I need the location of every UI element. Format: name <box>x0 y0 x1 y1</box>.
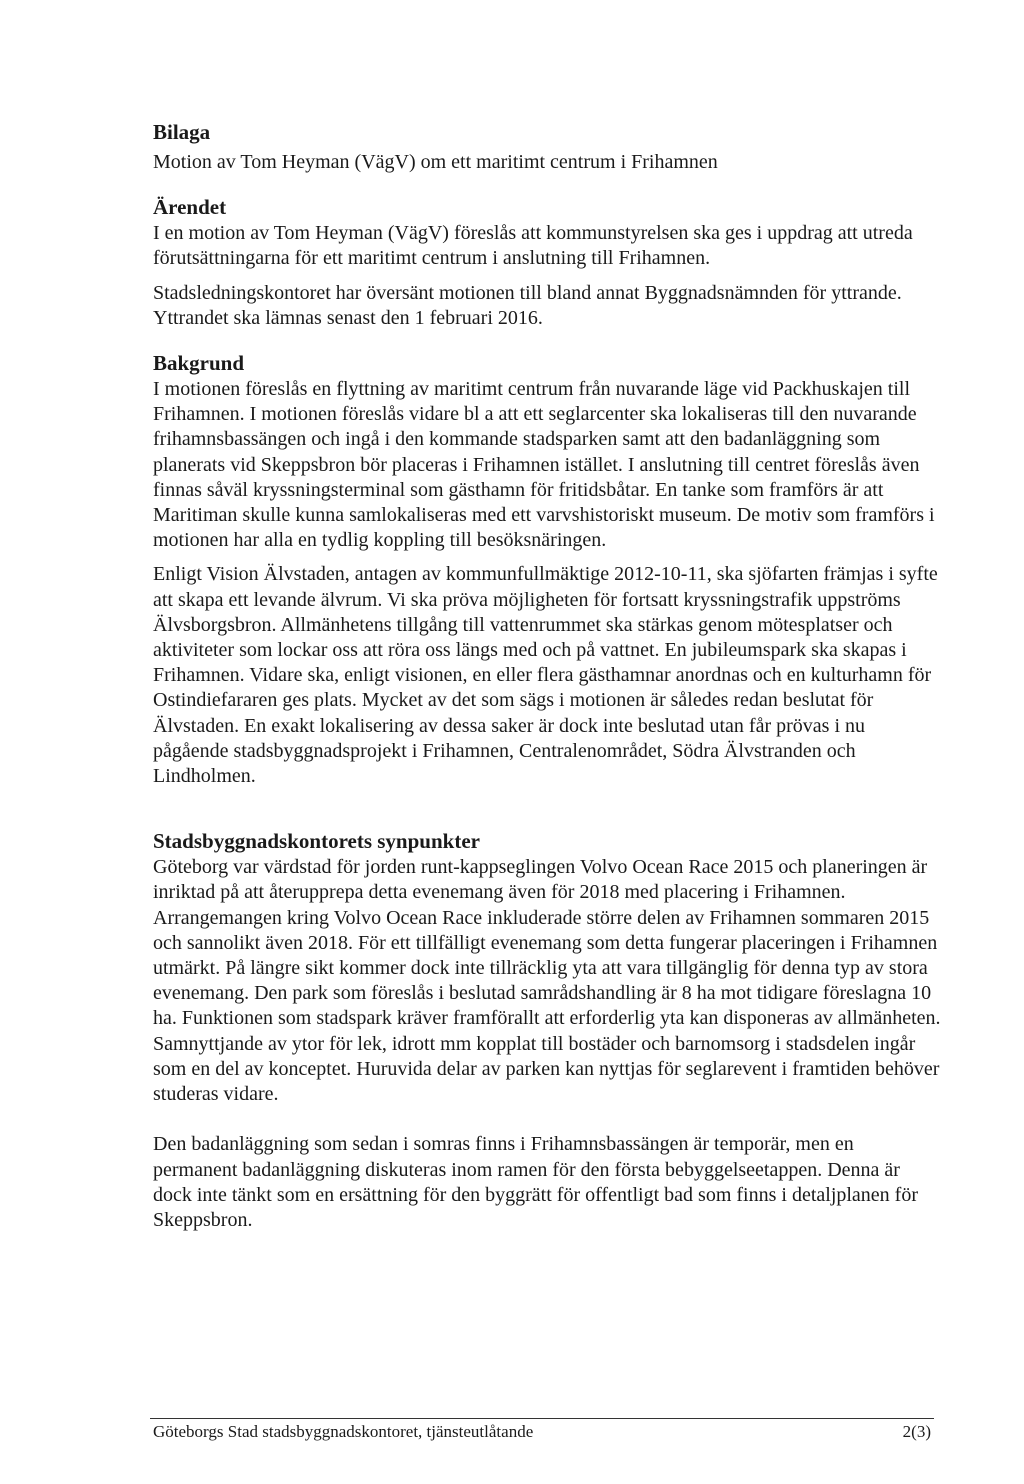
heading-arendet: Ärendet <box>153 195 227 220</box>
document-body <box>153 118 943 1233</box>
section-bilaga <box>153 118 943 175</box>
footer-text: Göteborgs Stad stadsbyggnadskontoret, tjänsteutlåtande <box>153 1422 534 1441</box>
synpunkter-paragraph-1: Göteborg var värdstad för jorden runt-kappseglingen Volvo Ocean Race 2015 och planeringen är inriktad på att återupprepa detta evenemang även för 2018 med placering i Frihamnen. Arrangemangen kring Volvo Ocean Race inkluderade större delen av Frihamnen sommaren 2015 och sannolikt även 2018. För ett tillfälligt evenemang som detta fungerar placeringen i Frihamnen utmärkt. På längre sikt kommer dock inte tillräcklig yta att vara tillgänglig för denna typ av stora evenemang. Den park som föreslås i beslutad samrådshandling är 8 ha mot tidigare föreslagna 10 ha. Funktionen som stadspark kräver framförallt att erforderlig yta kan disponeras av allmänheten. Samnyttjande av ytor för lek, idrott mm kopplat till bostäder och barnomsorg i stadsdelen ingår som en del av konceptet. Huruvida delar av parken kan nyttjas för seglarevent i framtiden behöver studeras vidare. <box>153 856 941 1106</box>
bilaga-subtitle: Motion av Tom Heyman (VägV) om ett maritimt centrum i Frihamnen <box>153 151 718 173</box>
page-number: 2(3) <box>902 1422 931 1441</box>
heading-synpunkter: Stadsbyggnadskontorets synpunkter <box>153 829 480 854</box>
footer-divider <box>150 1418 934 1419</box>
arendet-paragraph-1: I en motion av Tom Heyman (VägV) föreslås att kommunstyrelsen ska ges i uppdrag att utreda förutsättningarna för ett maritimt centrum i anslutning till Frihamnen. <box>153 222 913 270</box>
synpunkter-paragraph-2: Den badanläggning som sedan i somras finns i Frihamnsbassängen är temporär, men en permanent badanläggning diskuteras inom ramen för den första bebyggelseetappen. Denna är dock inte tänkt som en ersättning för den byggrätt för offentligt bad som finns i detaljplanen för Skeppsbron. <box>153 1133 918 1231</box>
arendet-paragraph-2: Stadsledningskontoret har översänt motionen till bland annat Byggnadsnämnden för yttrande. Yttrandet ska lämnas senast den 1 februari 2016. <box>153 281 902 329</box>
section-synpunkter <box>153 827 943 1233</box>
heading-bilaga: Bilaga <box>153 120 211 144</box>
section-arendet <box>153 193 943 331</box>
section-bakgrund <box>153 349 943 789</box>
bakgrund-paragraph-1: I motionen föreslås en flyttning av maritimt centrum från nuvarande läge vid Packhuskajen till Frihamnen. I motionen föreslås vidare bl a att ett seglarcenter ska lokaliseras till den nuvarande frihamnsbassängen och ingå i den kommande stadsparken samt att den badanläggning som planerats vid Skeppsbron bör placeras i Frihamnen istället. I anslutning till centret föreslås även finnas såväl kryssningsterminal som gästhamn för fritidsbåtar. En tanke som framförs är att Maritiman skulle kunna samlokaliseras med ett varvshistoriskt museum. De motiv som framförs i motionen har alla en tydlig koppling till besöksnäringen. <box>153 378 935 552</box>
heading-bakgrund: Bakgrund <box>153 351 245 376</box>
bakgrund-paragraph-2: Enligt Vision Älvstaden, antagen av kommunfullmäktige 2012-10-11, ska sjöfarten främjas i syfte att skapa ett levande älvrum. Vi ska pröva möjligheten för fortsatt kryssningstrafik uppströms Älvsborgsbron. Allmänhetens tillgång till vattenrummet ska stärkas genom mötesplatser och aktiviteter som lockar oss att röra oss längs med och på vattnet. En jubileumspark ska skapas i Frihamnen. Vidare ska, enligt visionen, en eller flera gästhamnar anordnas och en kulturhamn för Ostindiefararen ges plats. Mycket av det som sägs i motionen är således redan beslutat för Älvstaden. En exakt lokalisering av dessa saker är dock inte beslutad utan får prövas i nu pågående stadsbyggnadsprojekt i Frihamnen, Centralenområdet, Södra Älvstranden och Lindholmen. <box>153 563 938 788</box>
